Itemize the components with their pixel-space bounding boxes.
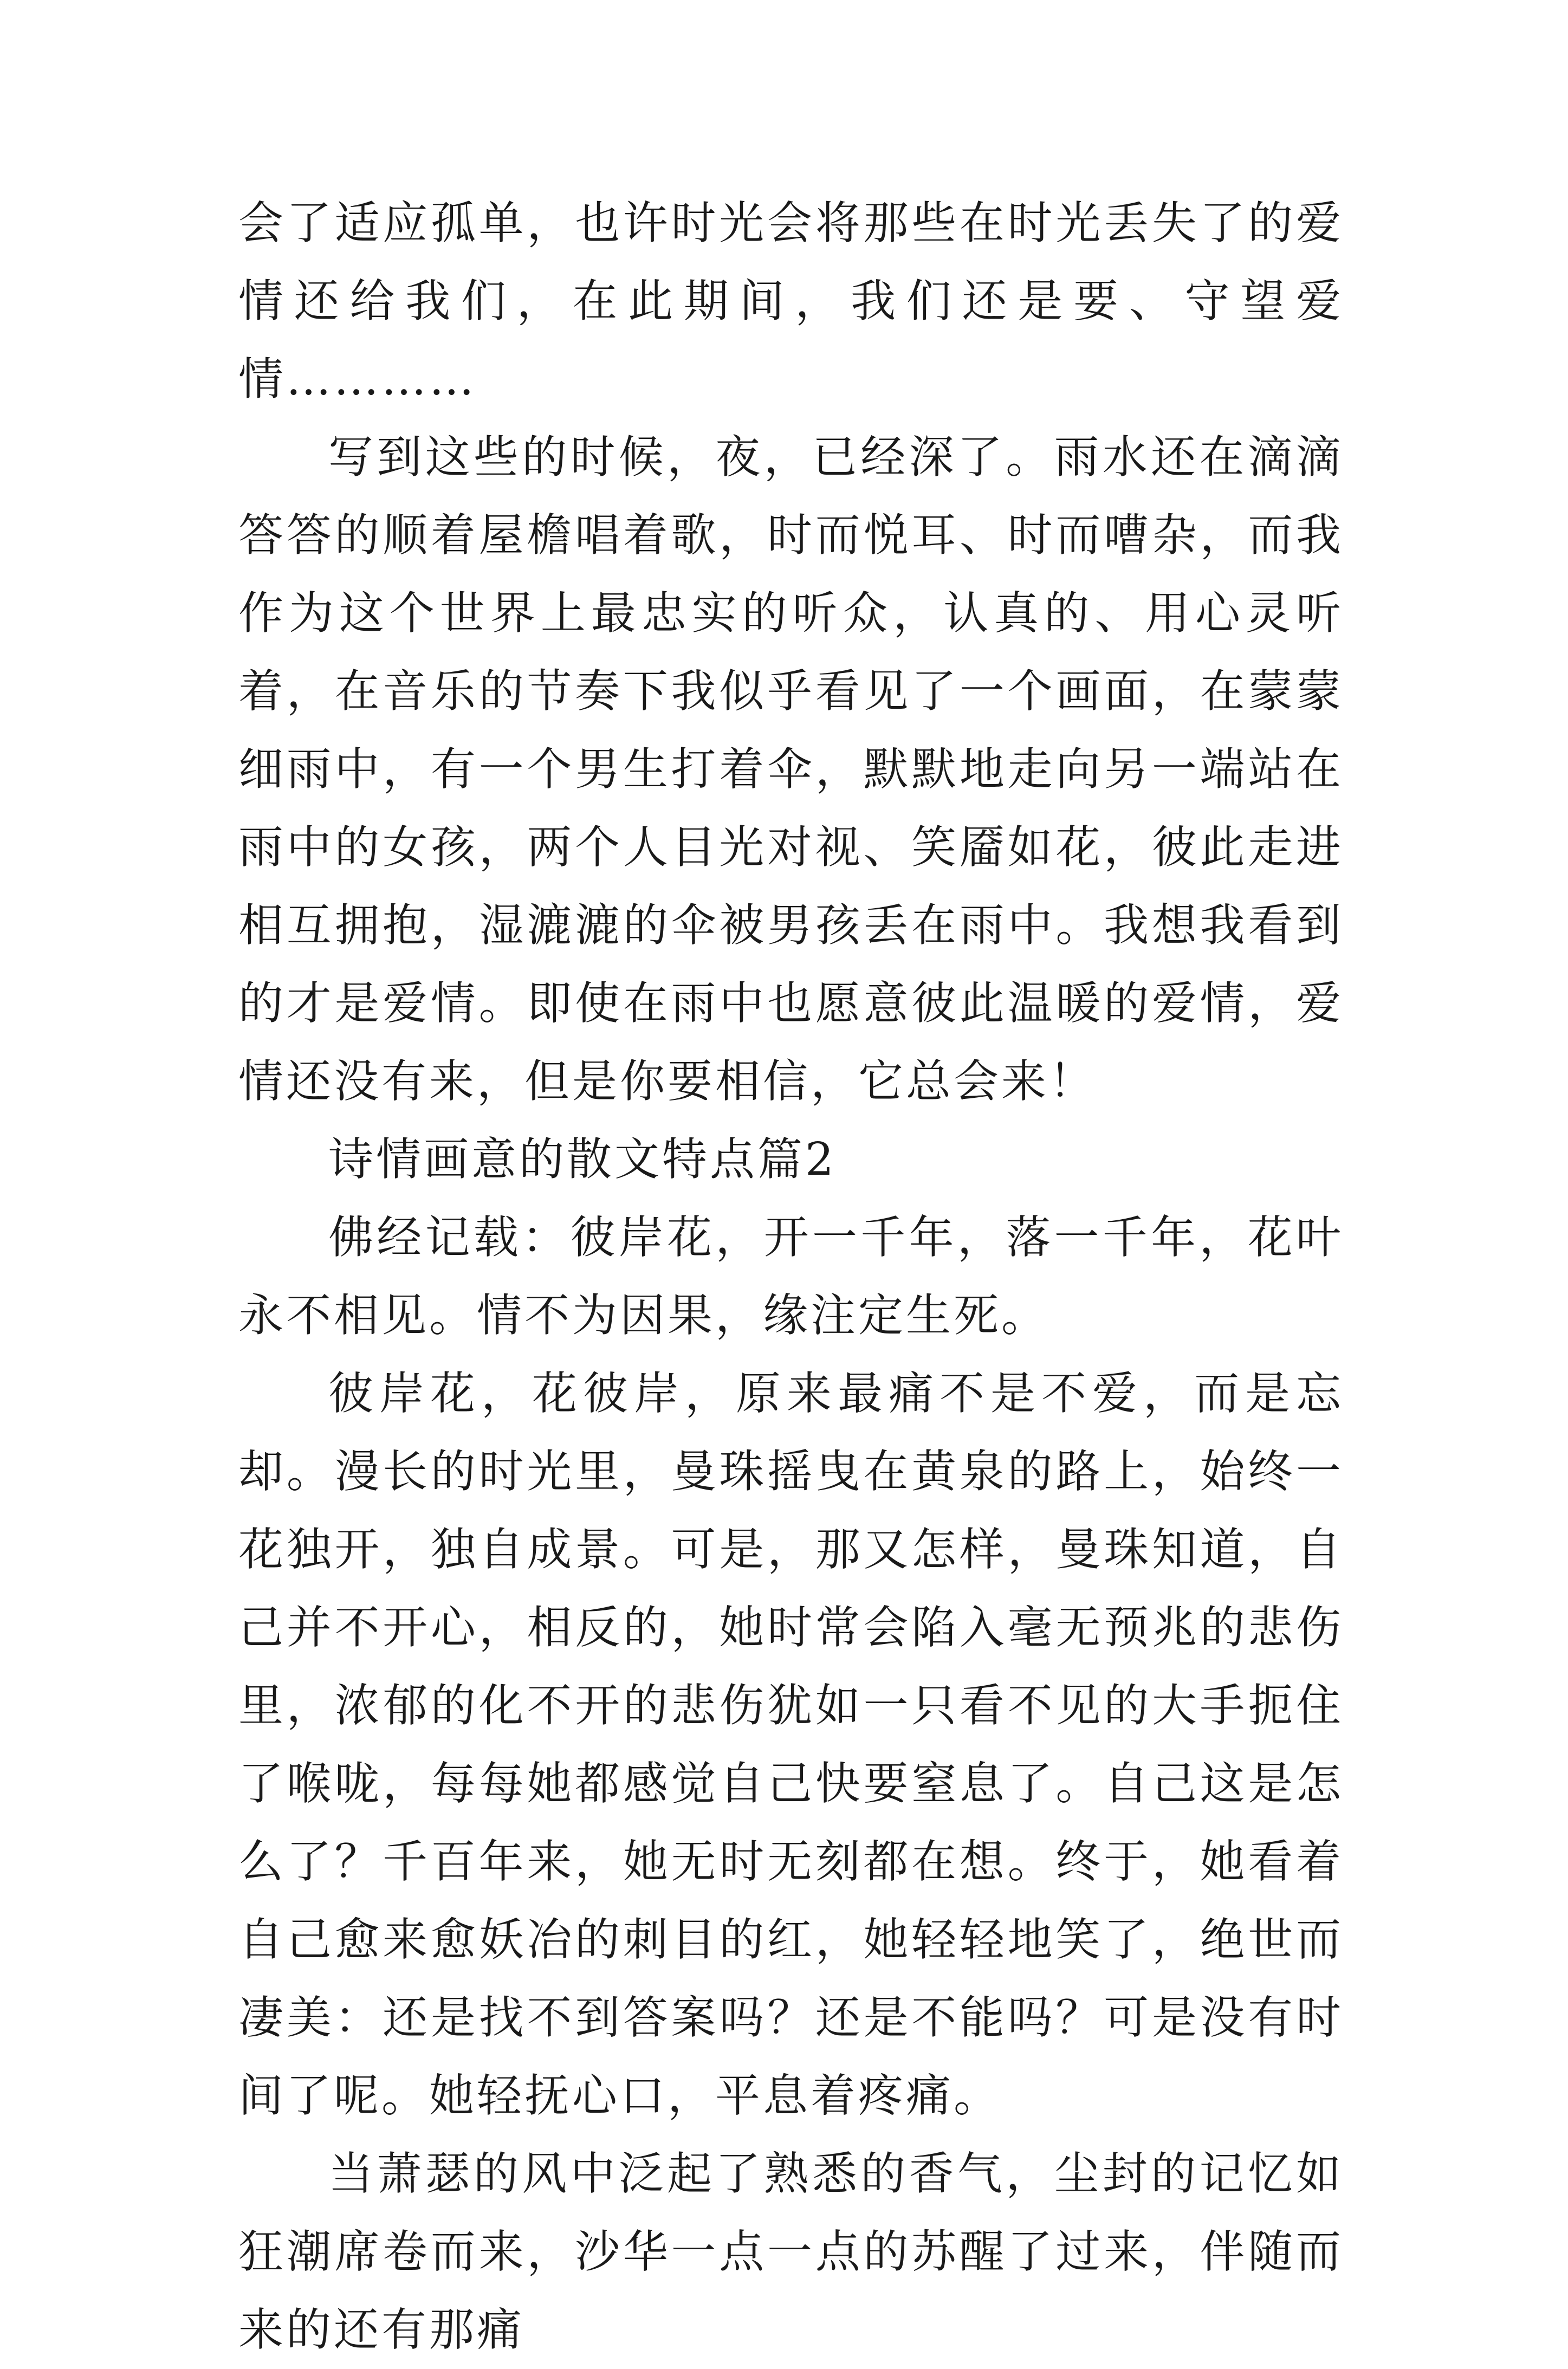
section-heading: 诗情画意的散文特点篇2 [328, 1133, 837, 1186]
paragraph-buddhist-sutra: 佛经记载：彼岸花，开一千年，落一千年，花叶永不相见。情不为因果，缘注定生死。 [238, 1211, 1344, 1342]
paragraph-shahua: 当萧瑟的风中泛起了熟悉的香气，尘封的记忆如狂潮席卷而来，沙华一点一点的苏醒了过来，伴随而来的还有那痛 [238, 2147, 1344, 2356]
paragraph-manzhu: 彼岸花，花彼岸，原来最痛不是不爱，而是忘却。漫长的时光里，曼珠摇曳在黄泉的路上，始终一花独开，独自成景。可是，那又怎样，曼珠知道，自己并不开心，相反的，她时常会陷入毫无预兆的悲伤里，浓郁的化不开的悲伤犹如一只看不见的大手扼住了喉咙，每每她都感觉自己快要窒息了。自己这是怎么了？千百年来，她无时无刻都在想。终于，她看着自己愈来愈妖冶的刺目的红，她轻轻地笑了，绝世而凄美：还是找不到答案吗？还是不能吗？可是没有时间了呢。她轻抚心口，平息着疼痛。 [238, 1367, 1344, 2122]
paragraph-rain-night: 写到这些的时候，夜，已经深了。雨水还在滴滴答答的顺着屋檐唱着歌，时而悦耳、时而嘈杂，而我作为这个世界上最忠实的听众，认真的、用心灵听着，在音乐的节奏下我似乎看见了一个画面，在蒙蒙细雨中，有一个男生打着伞，默默地走向另一端站在雨中的女孩，两个人目光对视、笑靥如花，彼此走进相互拥抱，湿漉漉的伞被男孩丢在雨中。我想我看到的才是爱情。即使在雨中也愿意彼此温暖的爱情，爱情还没有来，但是你要相信，它总会来！ [238, 431, 1344, 1108]
paragraph-continuation: 会了适应孤单，也许时光会将那些在时光丢失了的爱情还给我们，在此期间，我们还是要、守望爱情………… [238, 197, 1344, 405]
body-text [238, 184, 1344, 2369]
